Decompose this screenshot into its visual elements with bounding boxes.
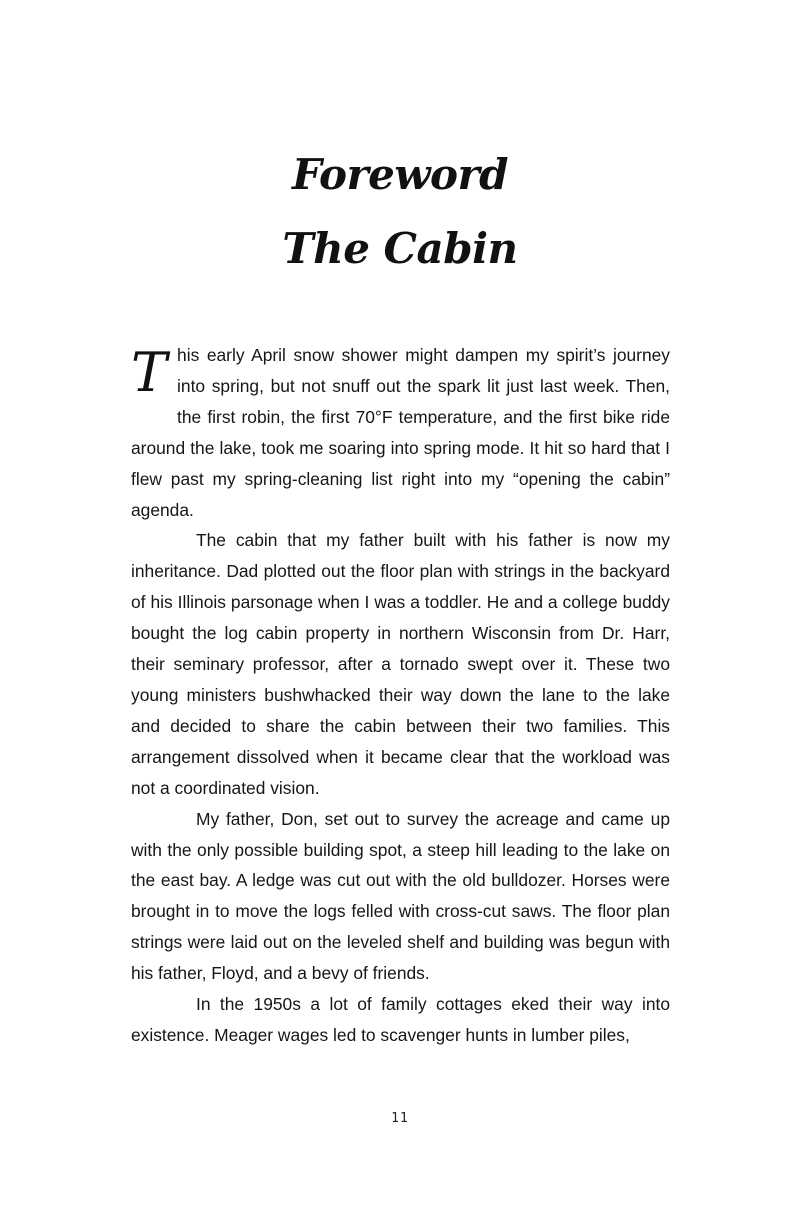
drop-cap: T [131, 341, 168, 404]
paragraph-2: The cabin that my father built with his father is now my inheritance. Dad plotted out the floor plan with strings in the backyard of his Illinois parsonage when I was a toddler. He and a college buddy bought the log cabin property in northern Wisconsin from Dr. Harr, their seminary professor, after a tornado swept over it. These two young ministers bushwhacked their way down the lane to the lake and decided to share the cabin between their two families. This arrangement dissolved when it became clear that the workload was not a coordinated vision. [131, 530, 670, 798]
chapter-title [0, 138, 800, 286]
paragraph-1 [131, 340, 670, 525]
paragraph-4: In the 1950s a lot of family cottages eked their way into existence. Meager wages led to scavenger hunts in lumber piles, [131, 994, 670, 1045]
title-line-the-cabin: The Cabin [282, 224, 518, 273]
paragraph-1-text: his early April snow shower might dampen my spirit’s journey into spring, but not snuff out the spark lit just last week. Then, the first robin, the first 70°F temperature, and the first bike ride around the lake, took me soaring into spring mode. It hit so hard that I flew past my spring-cleaning list right into my “opening the cabin” agenda. [131, 345, 670, 520]
paragraph-3: My father, Don, set out to survey the acreage and came up with the only possible building spot, a steep hill leading to the lake on the east bay. A ledge was cut out with the old bulldozer. Horses were brought in to move the logs felled with cross-cut saws. The floor plan strings were laid out on the leveled shelf and building was begun with his father, Floyd, and a bevy of friends. [131, 808, 670, 984]
chapter-body [131, 340, 670, 1051]
title-line-foreword: Foreword [291, 150, 509, 199]
page-number: 11 [391, 1111, 409, 1126]
